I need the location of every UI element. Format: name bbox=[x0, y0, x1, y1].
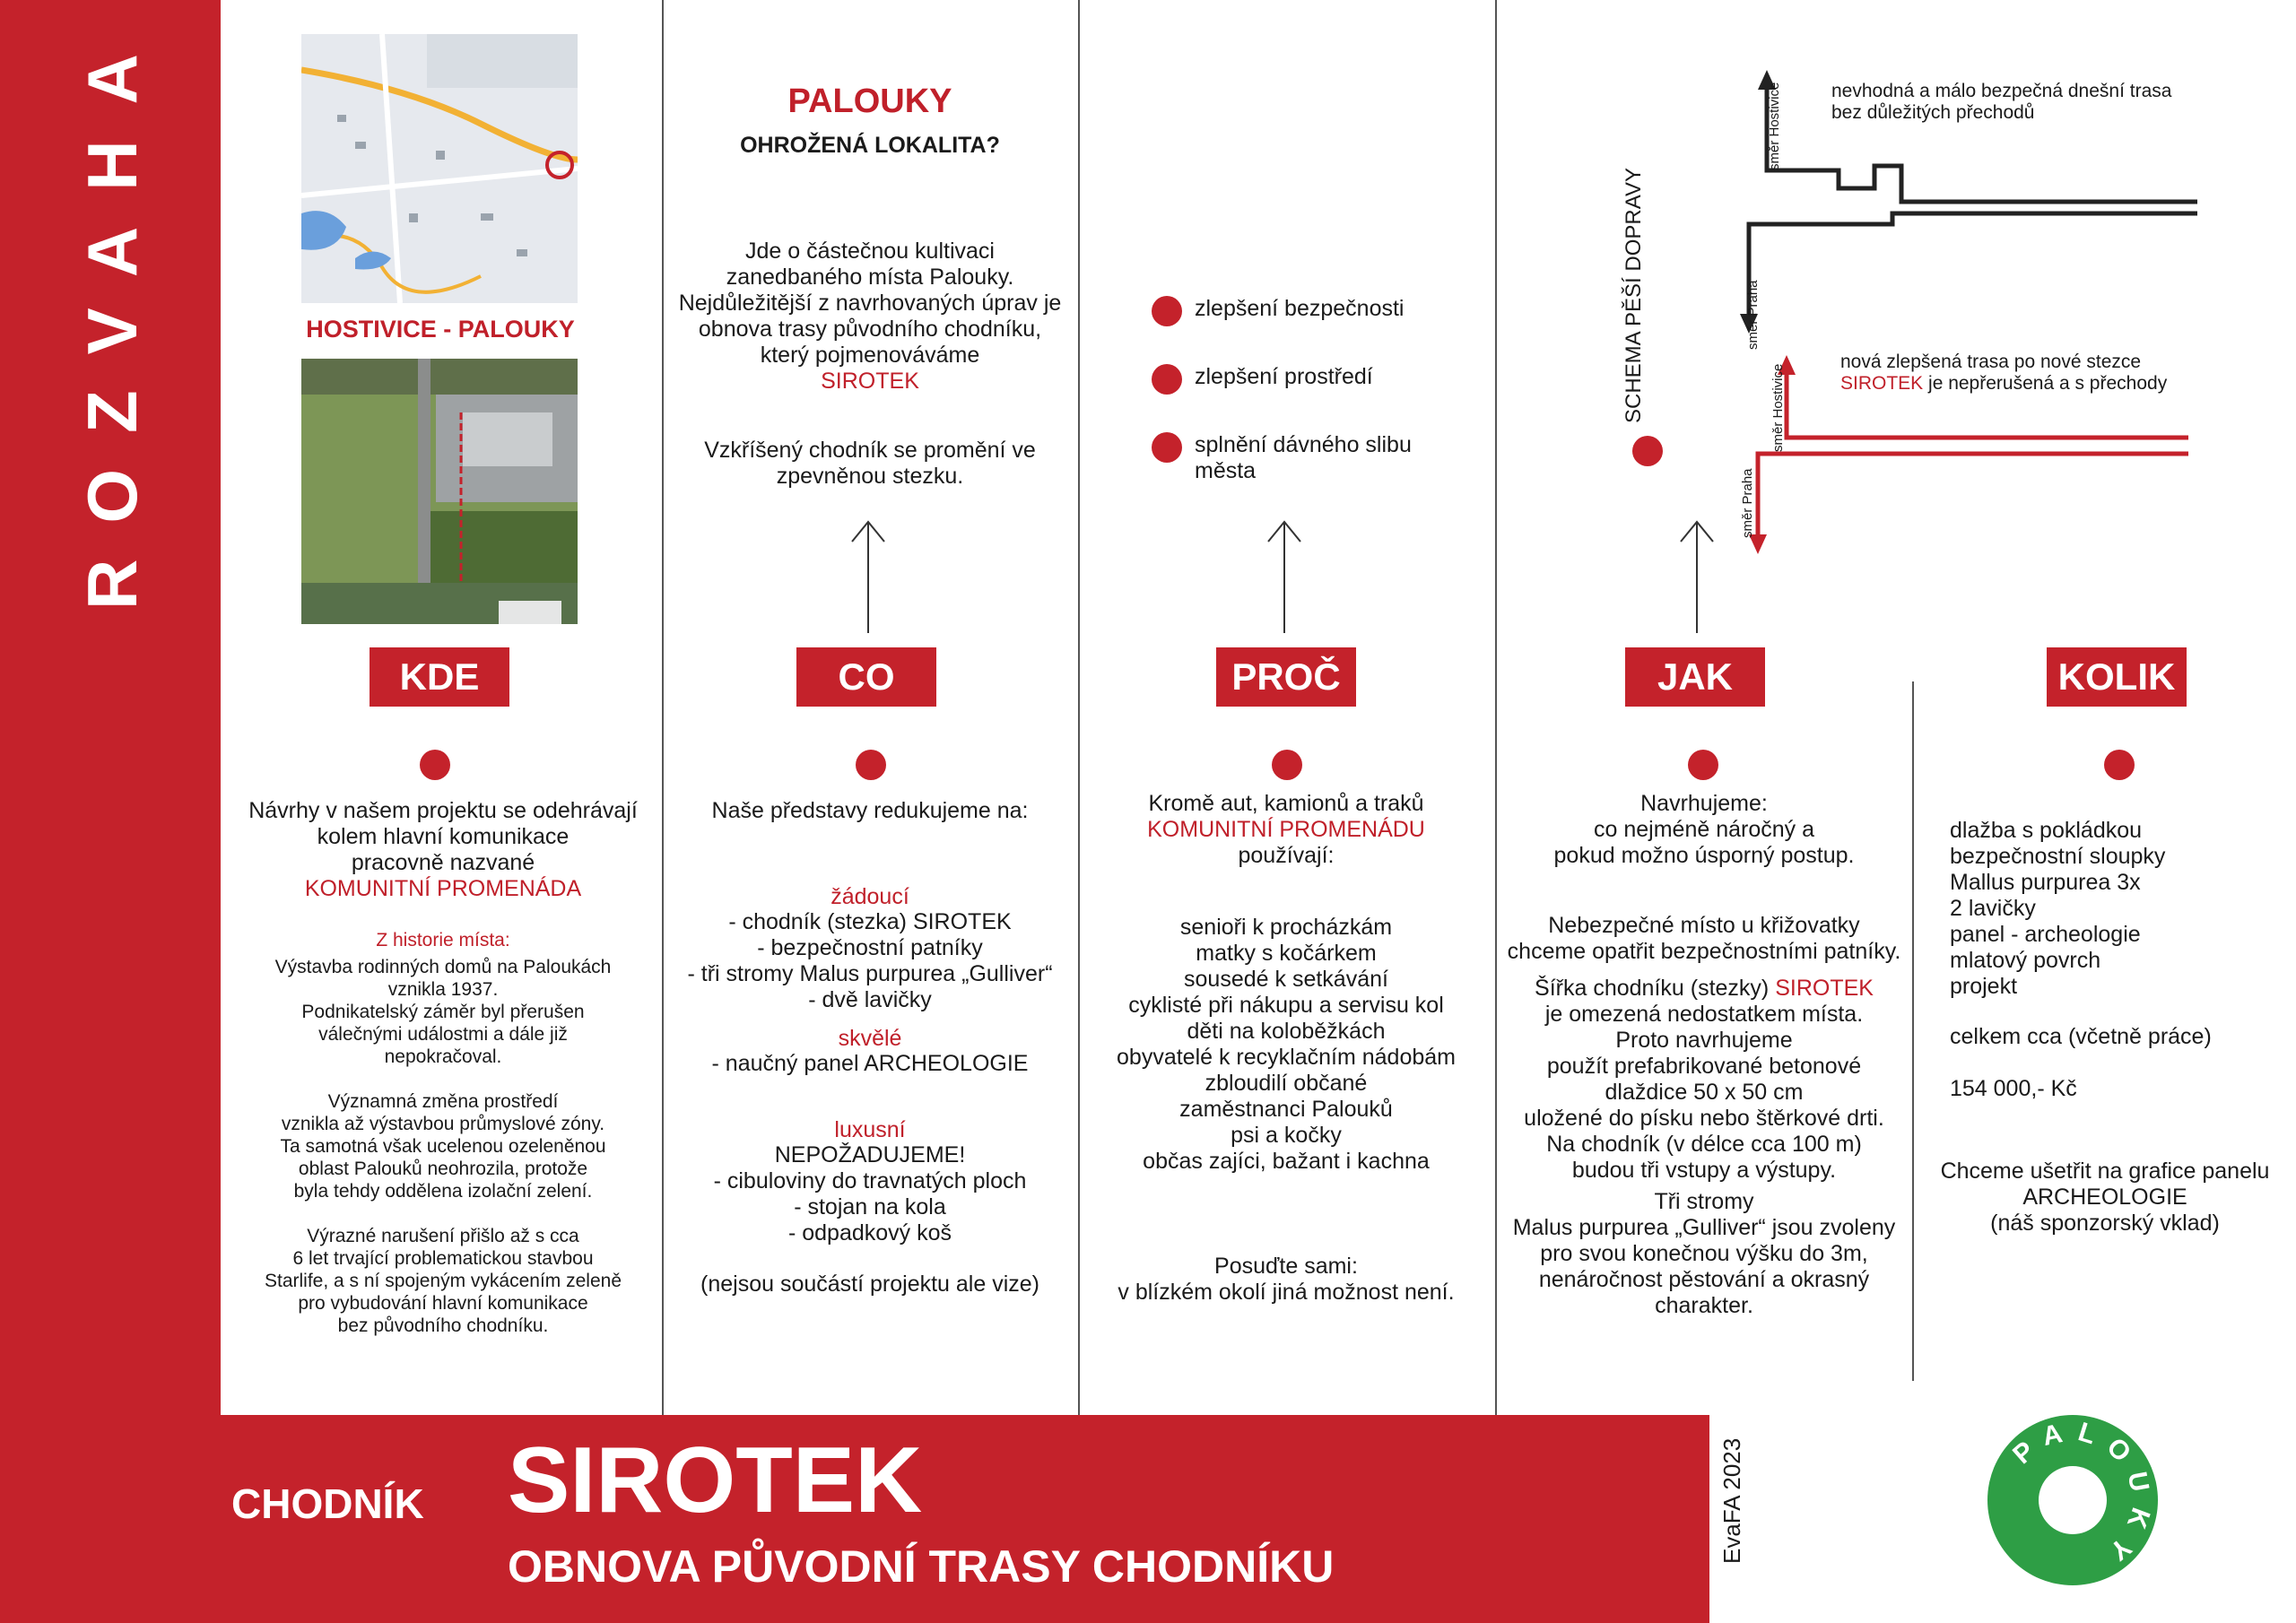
palouky-subtitle: OHROŽENÁ LOKALITA? bbox=[740, 133, 1000, 158]
sirotek-inline: SIROTEK bbox=[1840, 373, 1924, 394]
co-note: (nejsou součástí projektu ale vize) bbox=[700, 1271, 1039, 1297]
co-list-desirable: - chodník (stezka) SIROTEK - bezpečnostní patníky - tři stromy Malus purpurea „Gulliver“ - dvě lavičky bbox=[687, 909, 1053, 1012]
bullet-dot bbox=[1688, 750, 1718, 780]
proc-outro: Posuďte sami: v blízkém okolí jiná možnost není. bbox=[1118, 1254, 1455, 1305]
kde-history: Výstavba rodinných domů na Paloukách vznikla 1937. Podnikatelský záměr byl přerušen válečnými událostmi a dále již nepokračoval. Významná změna prostředí vznikla až výstavbou průmyslové zóny. Ta samotná však ucelenou ozeleněnou oblast Palouků neohrozila, protože byla tehdy oddělena izolační zelení. Výrazné narušení přišlo až s cca 6 let trvající problematickou stavbou Starlife, a s ní spojeným vykácením zeleně pro vybudování hlavní komunikace bez původního chodníku. bbox=[264, 957, 622, 1336]
proc-user-list: senioři k procházkám matky s kočárkem sousedé k setkávání cyklisté při nákupu a servisu kol děti na koloběžkách obyvatelé k recyklačním nádobám zbloudilí občané zaměstnanci Palouků psi a kočky občas zajíci, bažant i kachna bbox=[1117, 915, 1456, 1174]
scheme-note-new-line2: SIROTEK je nepřerušená a s přechody bbox=[1840, 373, 2168, 394]
direction-label: směr Hostivice bbox=[1770, 363, 1786, 452]
up-arrow-icon bbox=[850, 518, 886, 635]
kolik-note: Chceme ušetřit na grafice panelu ARCHEOLOGIE (náš sponzorský vklad) bbox=[1940, 1159, 2270, 1236]
palouky-logo bbox=[1987, 1415, 2158, 1585]
bullet-dot bbox=[420, 750, 450, 780]
scheme-note-new-line1: nová zlepšená trasa po nové stezce bbox=[1840, 352, 2142, 372]
label-co: CO bbox=[796, 647, 936, 707]
street-map-image bbox=[301, 34, 578, 303]
label-proc: PROČ bbox=[1216, 647, 1356, 707]
kolik-cost-items: dlažba s pokládkou bezpečnostní sloupky Mallus purpurea 3x 2 lavičky panel - archeologie mlatový povrch projekt bbox=[1950, 818, 2166, 999]
kolik-total-label: celkem cca (včetně práce) bbox=[1950, 1024, 2212, 1049]
palouky-description-2: Vzkříšený chodník se promění ve zpevněnou stezku. bbox=[704, 438, 1036, 489]
proc-intro-2: používají: bbox=[1238, 843, 1335, 868]
jak-paragraph-2: je omezená nedostatkem místa. Proto navrhujeme použít prefabrikované betonové dlaždice 50 x 50 cm uložené do písku nebo štěrkové drti. Na chodník (v délce cca 100 m) budou tři vstupy a výstupy. bbox=[1524, 1002, 1884, 1183]
reason-item: zlepšení bezpečnosti bbox=[1195, 296, 1405, 321]
bullet-dot bbox=[856, 750, 886, 780]
jak-paragraph-2-line1: Šířka chodníku (stezky) SIROTEK bbox=[1535, 976, 1874, 1001]
footer-title: SIROTEK bbox=[508, 1428, 923, 1532]
divider bbox=[1912, 681, 1914, 1381]
bullet-dot bbox=[1272, 750, 1302, 780]
sidebar-title: ROZVAHA bbox=[73, 18, 152, 610]
direction-label: směr Praha bbox=[1740, 468, 1755, 538]
footer-prefix: CHODNÍK bbox=[231, 1480, 424, 1527]
direction-label: směr Praha bbox=[1745, 280, 1761, 350]
palouky-description: Jde o částečnou kultivaci zanedbaného místa Palouky. Nejdůležitější z navrhovaných úprav je obnova trasy původního chodníku, který pojmenováváme bbox=[678, 239, 1062, 368]
map-caption: HOSTIVICE - PALOUKY bbox=[306, 316, 575, 343]
svg-text:PALOUKY: PALOUKY bbox=[2007, 1416, 2157, 1575]
label-jak: JAK bbox=[1625, 647, 1765, 707]
co-list-luxury: NEPOŽADUJEME! - cibuloviny do travnatých ploch - stojan na kola - odpadkový koš bbox=[713, 1142, 1027, 1245]
proc-intro-highlight: KOMUNITNÍ PROMENÁDU bbox=[1147, 817, 1425, 842]
jak-paragraph-1: Nebezpečné místo u křižovatky chceme opatřit bezpečnostními patníky. bbox=[1507, 913, 1901, 964]
bullet-dot bbox=[2104, 750, 2135, 780]
bullet-dot bbox=[1152, 432, 1182, 463]
kde-intro: Návrhy v našem projektu se odehrávají kolem hlavní komunikace pracovně nazvané bbox=[248, 798, 638, 875]
divider bbox=[1078, 0, 1080, 1415]
co-heading-luxury: luxusní bbox=[834, 1117, 906, 1142]
kde-intro-highlight: KOMUNITNÍ PROMENÁDA bbox=[304, 876, 582, 901]
direction-label: směr Hostivice bbox=[1767, 82, 1782, 170]
bullet-dot bbox=[1152, 296, 1182, 326]
sirotek-name: SIROTEK bbox=[821, 369, 919, 394]
bullet-dot bbox=[1632, 436, 1663, 466]
co-intro: Naše představy redukujeme na: bbox=[711, 798, 1029, 823]
author-credit: EvaFA 2023 bbox=[1718, 1437, 1745, 1565]
scheme-note-old: nevhodná a málo bezpečná dnešní trasa bez důležitých přechodů bbox=[1831, 81, 2172, 123]
scheme-label: SCHEMA PĚŠÍ DOPRAVY bbox=[1622, 168, 1646, 424]
kolik-total-value: 154 000,- Kč bbox=[1950, 1076, 2077, 1101]
jak-intro: Navrhujeme: co nejméně náročný a pokud možno úsporný postup. bbox=[1553, 791, 1855, 868]
aerial-photo bbox=[301, 359, 578, 624]
proc-intro: Kromě aut, kamionů a traků bbox=[1148, 791, 1424, 816]
co-list-great: - naučný panel ARCHEOLOGIE bbox=[711, 1051, 1029, 1076]
jak-paragraph-3: Tři stromy Malus purpurea „Gulliver“ jsou zvoleny pro svou konečnou výšku do 3m, nenáročnost pěstování a okrasný charakter. bbox=[1512, 1189, 1896, 1318]
label-kolik: KOLIK bbox=[2047, 647, 2187, 707]
reason-item: splnění dávného slibu města bbox=[1195, 432, 1412, 483]
up-arrow-icon bbox=[1679, 518, 1715, 635]
pedestrian-scheme-diagram bbox=[1740, 54, 2197, 556]
label-kde: KDE bbox=[370, 647, 509, 707]
reason-item: zlepšení prostředí bbox=[1195, 364, 1373, 389]
kde-history-title: Z historie místa: bbox=[376, 930, 510, 950]
palouky-title: PALOUKY bbox=[787, 82, 952, 120]
co-heading-desirable: žádoucí bbox=[831, 884, 909, 909]
co-heading-great: skvělé bbox=[838, 1026, 902, 1051]
sirotek-inline: SIROTEK bbox=[1775, 976, 1874, 1001]
up-arrow-icon bbox=[1266, 518, 1302, 635]
bullet-dot bbox=[1152, 364, 1182, 395]
footer-subtitle: OBNOVA PŮVODNÍ TRASY CHODNÍKU bbox=[508, 1541, 1335, 1592]
